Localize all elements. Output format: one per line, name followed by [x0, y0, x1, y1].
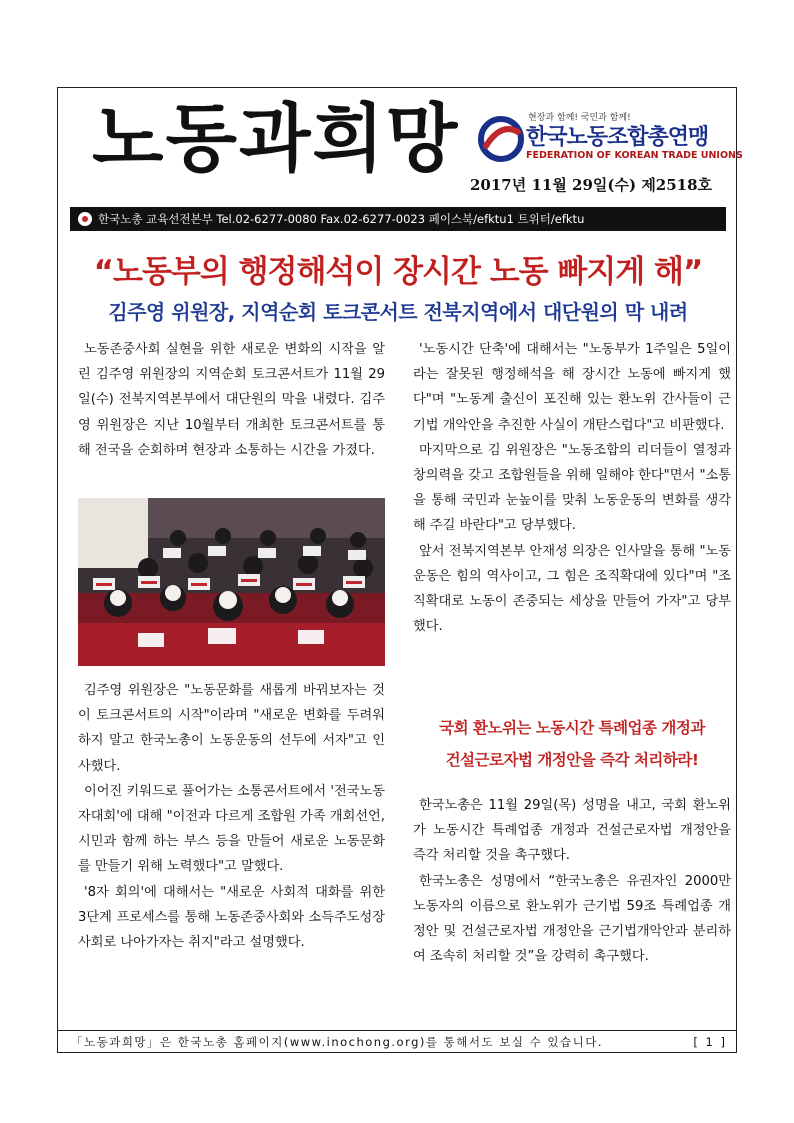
- ftu-mini-logo-icon: [78, 212, 92, 226]
- section-heading-line-1: 국회 환노위는 노동시간 특례업종 개정과: [439, 719, 705, 737]
- paragraph: '8자 회의'에 대해서는 "새로운 사회적 대화를 위한 3단계 프로세스를 통해 노동존중사회와 소득주도성장사회로 나아가자는 취지"라고 설명했다.: [78, 884, 385, 951]
- section-heading-line-2: 건설근로자법 개정안을 즉각 처리하라!: [445, 751, 699, 769]
- org-logo-block: [478, 110, 743, 170]
- org-name-english: FEDERATION OF KOREAN TRADE UNIONS: [526, 150, 743, 161]
- paragraph: '노동시간 단축'에 대해서는 "노동부가 1주일은 5일이라는 잘못된 행정해석을 해 장시간 노동에 빠지게 했다"며 "노동계 출신이 포진해 있는 환노위 간사들이 근기법 개악안을 추진한 사실이 개탄스럽다"고 비판했다.: [413, 342, 731, 433]
- paragraph: 한국노총은 11월 29일(목) 성명을 내고, 국회 환노위가 노동시간 특례업종 개정과 건설근로자법 개정안을 즉각 처리할 것을 촉구했다.: [413, 798, 731, 864]
- org-slogan: 현장과 함께! 국민과 함께!: [528, 113, 631, 123]
- paragraph: 마지막으로 김 위원장은 "노동조합의 리더들이 열정과 창의력을 갖고 조합원들을 위해 일해야 한다"면서 "소통을 통해 국민과 눈높이를 맞춰 노동운동의 변화를 생각해 주길 바란다"고 당부했다.: [413, 442, 731, 534]
- right-column-top: [413, 337, 731, 639]
- newsletter-title: 노동과희망: [92, 96, 460, 182]
- issue-date-number: 2017년 11월 29일(수) 제2518호: [470, 176, 713, 194]
- subheadline: 김주영 위원장, 지역순회 토크콘서트 전북지역에서 대단원의 막 내려: [108, 300, 688, 324]
- footer-notice: 「노동과희망」은 한국노총 홈페이지(www.inochong.org)를 통해서도 보실 수 있습니다.: [71, 1035, 603, 1049]
- event-photo: [78, 498, 385, 666]
- headline: “노동부의 행정해석이 장시간 노동 빠지게 해”: [93, 254, 703, 290]
- left-column-top: [78, 337, 385, 463]
- left-column-bottom: [78, 678, 385, 955]
- audience-photo-image: [78, 498, 385, 666]
- right-column-bottom: [413, 793, 731, 969]
- org-name: 한국노동조합총연맹: [526, 125, 709, 150]
- contact-bar: [70, 207, 726, 231]
- paragraph: 한국노총은 성명에서 “한국노총은 유권자인 2000만 노동자의 이름으로 환노위가 근기법 59조 특례업종 개정안 및 건설근로자법 개정안을 근기법개악안과 분리하여 조속히 처리할 것”을 강력히 촉구했다.: [413, 873, 731, 965]
- contact-text: 한국노총 교육선전본부 Tel.02-6277-0080 Fax.02-6277-0023 페이스북/efktu1 트위터/efktu: [98, 212, 585, 226]
- paragraph: 앞서 전북지역본부 안재성 의장은 인사말을 통해 "노동운동은 힘의 역사이고, 그 힘은 조직확대에 있다"며 "조직확대로 노동이 존중되는 세상을 만들어 가자"고 당부했다.: [413, 543, 731, 635]
- paragraph: 이어진 키워드로 풀어가는 소통콘서트에서 '전국노동자대회'에 대해 "이전과 다르게 조합원 가족 개회선언, 시민과 함께 하는 부스 등을 만들어 새로운 노동문화를 만들기 위해 노력했다"고 말했다.: [78, 783, 385, 875]
- paragraph: 김주영 위원장은 "노동문화를 새롭게 바꿔보자는 것이 토크콘서트의 시작"이라며 "새로운 변화를 두려워하지 말고 한국노총이 노동운동의 선두에 서자"고 인사했다.: [78, 683, 385, 774]
- page-number: [ 1 ]: [693, 1035, 727, 1049]
- footer: [57, 1030, 737, 1053]
- ftu-logo-icon: [478, 116, 524, 162]
- paragraph: 노동존중사회 실현을 위한 새로운 변화의 시작을 알린 김주영 위원장의 지역순회 토크콘서트가 11월 29일(수) 전북지역본부에서 대단원의 막을 내렸다. 김주영 위원장은 지난 10월부터 개최한 토크콘서트를 통해 전국을 순회하며 현장과 소통하는 시간을 가졌다.: [78, 342, 385, 458]
